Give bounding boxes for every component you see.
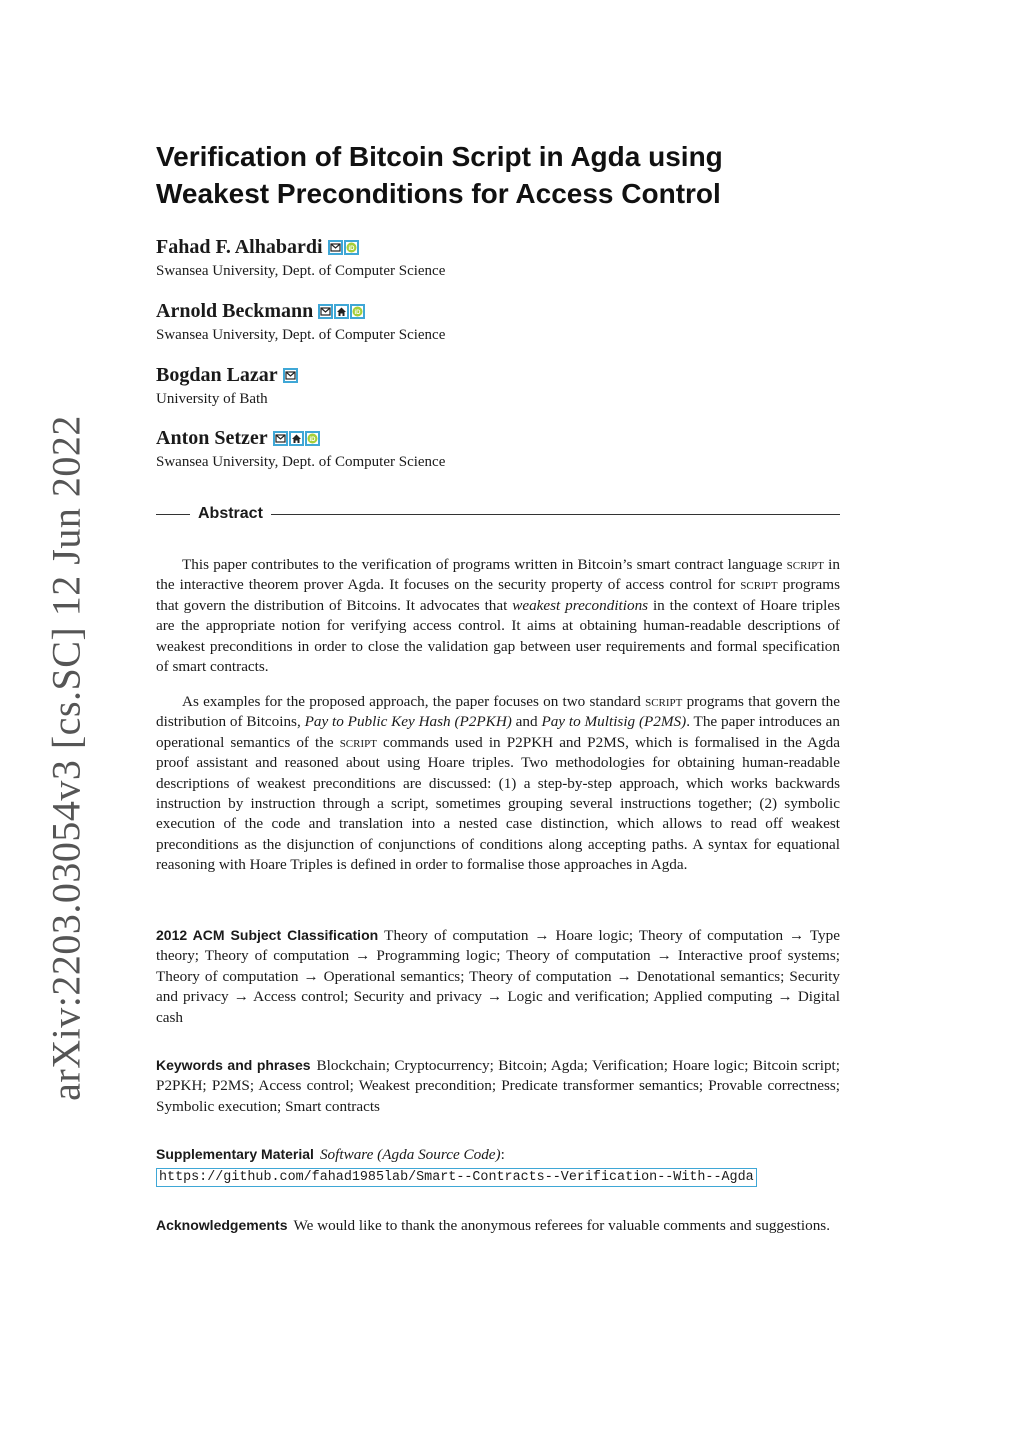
source-code-link[interactable]: https://github.com/fahad1985lab/Smart--Contracts--Verification--With--Agda <box>156 1168 757 1187</box>
author-name: Arnold Beckmann <box>156 300 314 322</box>
home-icon[interactable] <box>334 304 349 319</box>
abstract-divider <box>156 503 840 525</box>
paper-title <box>156 138 856 212</box>
supplementary-heading: Supplementary Material <box>156 1146 314 1162</box>
acknowledgements-heading: Acknowledgements <box>156 1217 288 1233</box>
email-icon[interactable] <box>318 304 333 319</box>
author-affiliation: Swansea University, Dept. of Computer Science <box>156 454 446 470</box>
rule-left <box>156 514 190 515</box>
email-icon[interactable] <box>328 240 343 255</box>
author-name: Bogdan Lazar <box>156 364 278 386</box>
emphasis: weakest preconditions <box>512 596 649 614</box>
abstract-paragraph-1 <box>156 555 840 677</box>
orcid-icon[interactable] <box>344 240 359 255</box>
supplementary-material <box>156 1144 840 1187</box>
orcid-icon[interactable] <box>350 304 365 319</box>
title-line-2: Weakest Preconditions for Access Control <box>156 178 721 209</box>
acm-classification <box>156 925 840 1028</box>
author-affiliation: University of Bath <box>156 391 268 407</box>
keywords-heading: Keywords and phrases <box>156 1057 311 1073</box>
email-icon[interactable] <box>283 368 298 383</box>
emphasis: Pay to Public Key Hash (P2PKH) <box>304 713 512 731</box>
script-term: script <box>740 576 778 594</box>
author-block <box>156 363 298 408</box>
keywords <box>156 1055 840 1117</box>
script-term: script <box>645 693 683 710</box>
text-run: and <box>511 713 542 731</box>
abstract-paragraph-2 <box>156 692 840 876</box>
author-name: Fahad F. Alhabardi <box>156 236 323 258</box>
text-run: commands used in P2PKH and P2MS, which is formalised in the Agda proof assistant and reasoned about using Hoare triples. Two methodologies for obtaining human-readable descriptions of weakest preconditions are discussed: (1) a step-by-step approach, which works backwards instruction by instruction through a script, sometimes grouping several instructions together; (2) symbolic execution of the code and translation into a nested case distinction, which allows to read off weakest preconditions as the disjunction of conjunctions of conditions along accepting paths. A syntax for equational reasoning with Hoare Triples is defined in order to formalise those approaches in Agda. <box>156 733 840 874</box>
text-run: in the context of Hoare triples are the appropriate notion for verifying access control. It aims at obtaining human-readable descriptions of weakest preconditions in order to close the validation gap between user requirements and formal specification of smart contracts. <box>156 596 840 676</box>
acknowledgements <box>156 1215 840 1236</box>
acknowledgements-text: We would like to thank the anonymous referees for valuable comments and suggestions. <box>293 1217 831 1234</box>
text-run: in the interactive theorem prover Agda. It focuses on the security property of access control for <box>156 556 840 594</box>
author-affiliation: Swansea University, Dept. of Computer Science <box>156 263 446 279</box>
script-term: script <box>786 556 824 573</box>
supplementary-label: Software (Agda Source Code) <box>319 1146 501 1163</box>
supplementary-colon: : <box>500 1146 505 1163</box>
svg-text:iD: iD <box>348 245 355 252</box>
text-run: This paper contributes to the verification of programs written in Bitcoin’s smart contract language <box>182 556 787 573</box>
email-icon[interactable] <box>273 431 288 446</box>
script-term: script <box>339 733 377 751</box>
author-block <box>156 299 445 344</box>
abstract-heading: Abstract <box>198 505 263 522</box>
text-run: . The paper introduces an operational semantics of the <box>156 713 840 751</box>
author-name: Anton Setzer <box>156 427 268 449</box>
emphasis: Pay to Multisig (P2MS) <box>541 713 687 731</box>
arxiv-identifier: arXiv:2203.03054v3 [cs.SC] 12 Jun 2022 <box>43 415 89 1101</box>
rule-right <box>271 514 840 515</box>
orcid-icon[interactable] <box>305 431 320 446</box>
svg-text:iD: iD <box>309 436 316 443</box>
title-line-1: Verification of Bitcoin Script in Agda using <box>156 141 723 172</box>
keywords-text: Blockchain; Cryptocurrency; Bitcoin; Agda; Verification; Hoare logic; Bitcoin script; P2PKH; P2MS; Access control; Weakest precondition; Predicate transformer semantics; Provable correctness; Symbolic execution; Smart contracts <box>156 1057 840 1115</box>
acm-heading: 2012 ACM Subject Classification <box>156 927 379 943</box>
author-block <box>156 235 445 280</box>
acm-text: Theory of computation → Hoare logic; Theory of computation → Type theory; Theory of computation → Programming logic; Theory of computation → Interactive proof systems; Theory of computation → Operational semantics; Theory of computation → Denotational semantics; Security and privacy → Access control; Security and privacy → Logic and verification; Applied computing → Digital cash <box>156 927 840 1026</box>
svg-text:iD: iD <box>354 309 361 316</box>
author-affiliation: Swansea University, Dept. of Computer Science <box>156 327 446 343</box>
home-icon[interactable] <box>289 431 304 446</box>
text-run: programs that govern the distribution of Bitcoins, <box>156 693 840 731</box>
text-run: programs that govern the distribution of Bitcoins. It advocates that <box>156 576 840 614</box>
text-run: As examples for the proposed approach, the paper focuses on two standard <box>182 693 646 710</box>
author-block <box>156 426 445 471</box>
